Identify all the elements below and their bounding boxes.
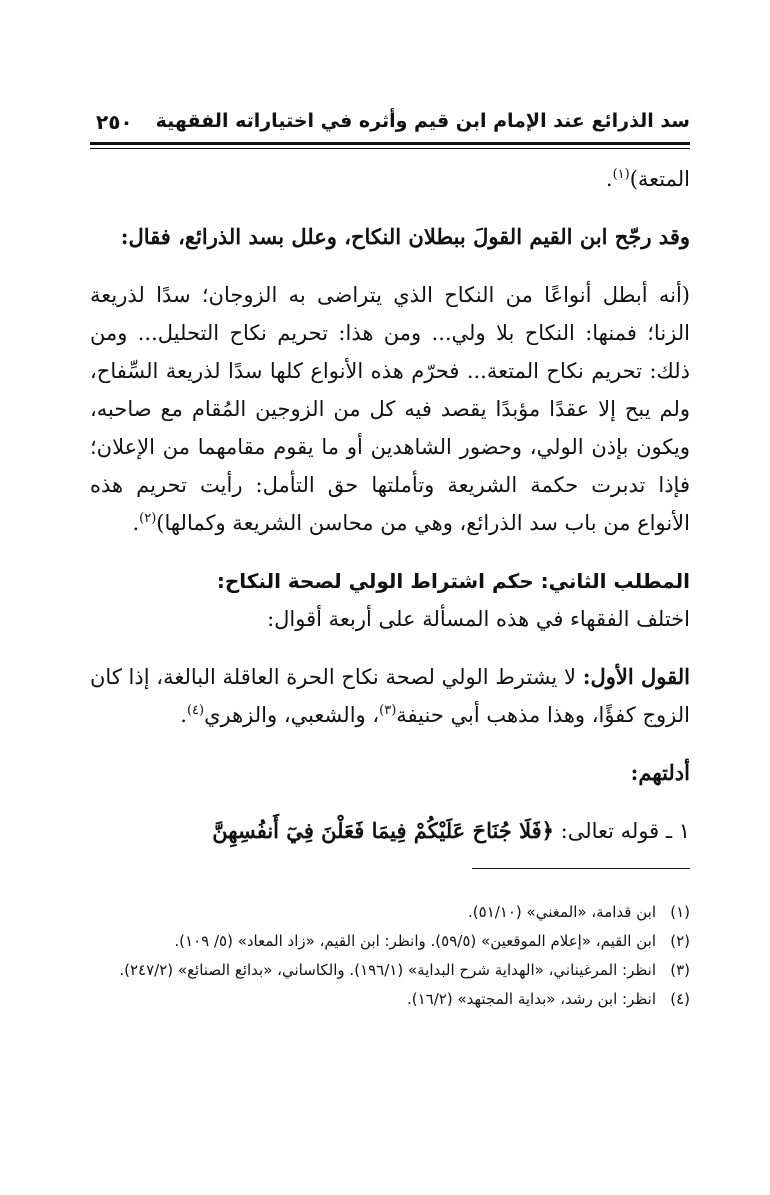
first-opinion-label: القول الأول: bbox=[582, 664, 690, 689]
continuation-line: المتعة)$^{(١)}$. bbox=[605, 167, 690, 191]
footnote bbox=[90, 927, 690, 956]
footnote bbox=[90, 956, 690, 985]
footnote-number: (١) bbox=[670, 903, 690, 921]
footnote-ref: (٤) bbox=[186, 703, 205, 718]
book-page bbox=[90, 0, 690, 1195]
header-rule-thin bbox=[90, 148, 690, 149]
first-opinion: القول الأول: لا يشترط الولي لصحة نكاح الحرة العاقلة البالغة، إذا كان الزوج كفؤًا، وهذا مذهب أبي حنيفة$^{(٣)}$، والشعبي، والزهري$^{(٤)}$. bbox=[90, 664, 690, 727]
main-text bbox=[90, 160, 690, 850]
intro-line: اختلف الفقهاء في هذه المسألة على أربعة أقوال: bbox=[267, 607, 690, 631]
header-rule-thick bbox=[90, 142, 690, 145]
footnote-number: (٣) bbox=[670, 961, 690, 979]
section-heading: المطلب الثاني: حكم اشتراط الولي لصحة النكاح: bbox=[216, 569, 690, 593]
footnote-text: انظر: المرغيناني، «الهداية شرح البداية» (١٩٦/١). والكاساني، «بدائع الصنائع» (٢٤٧/٢). bbox=[119, 961, 656, 979]
footnote-number: (٤) bbox=[670, 990, 690, 1008]
footnote-text: ابن القيم، «إعلام الموقعين» (٥٩/٥). وانظر: ابن القيم، «زاد المعاد» (٥/ ١٠٩). bbox=[174, 932, 656, 950]
quran-verse: ﴿فَلَا جُنَاحَ عَلَيْكُمْ فِيمَا فَعَلْنَ فِيٓ أَنفُسِهِنَّ bbox=[212, 818, 554, 843]
footnote-text: ابن قدامة، «المغني» (٥١/١٠). bbox=[468, 903, 656, 921]
evidence-item: ١ ـ قوله تعالى: ﴿فَلَا جُنَاحَ عَلَيْكُمْ فِيمَا فَعَلْنَ فِيٓ أَنفُسِهِنَّ bbox=[212, 818, 690, 843]
footnote bbox=[90, 898, 690, 927]
footnote-ref: (٢) bbox=[139, 511, 157, 526]
running-title: سد الذرائع عند الإمام ابن قيم وأثره في اختياراته الفقهية bbox=[155, 110, 690, 132]
page-header bbox=[90, 110, 690, 136]
page-number: ٢٥٠ bbox=[96, 110, 133, 134]
evidence-heading: أدلتهم: bbox=[630, 760, 690, 785]
footnote bbox=[90, 985, 690, 1014]
footnote-number: (٢) bbox=[670, 932, 690, 950]
footnote-ref: (١) bbox=[612, 167, 630, 182]
paragraph-preference: وقد رجّح ابن القيم القولَ ببطلان النكاح، وعلل بسد الذرائع، فقال: bbox=[120, 224, 690, 249]
footnote-ref: (٣) bbox=[379, 703, 397, 718]
footnote-text: انظر: ابن رشد، «بداية المجتهد» (١٦/٢). bbox=[406, 990, 656, 1008]
footnotes bbox=[90, 898, 690, 1014]
quotation: (أنه أبطل أنواعًا من النكاح الذي يتراضى به الزوجان؛ سدًا لذريعة الزنا؛ فمنها: النكاح بلا ولي... ومن هذا: تحريم نكاح التحليل... ومن ذلك: تحريم نكاح المتعة... فحرّم هذه الأنواع كلها سدًا لذريعة السِّفاح، ولم يبح إلا عقدًا مؤبدًا يقصد فيه كل من الزوجين المُقام مع صاحبه، ويكون بإذن الولي، وحضور الشاهدين أو ما يقوم مقامهما من الإعلان؛ فإذا تدبرت حكمة الشريعة وتأملتها حق التأمل: رأيت تحريم هذه الأنواع من باب سد الذرائع، وهي من محاسن الشريعة وكمالها)$^{(٢)}$. bbox=[90, 283, 690, 535]
footnote-separator bbox=[472, 868, 690, 869]
